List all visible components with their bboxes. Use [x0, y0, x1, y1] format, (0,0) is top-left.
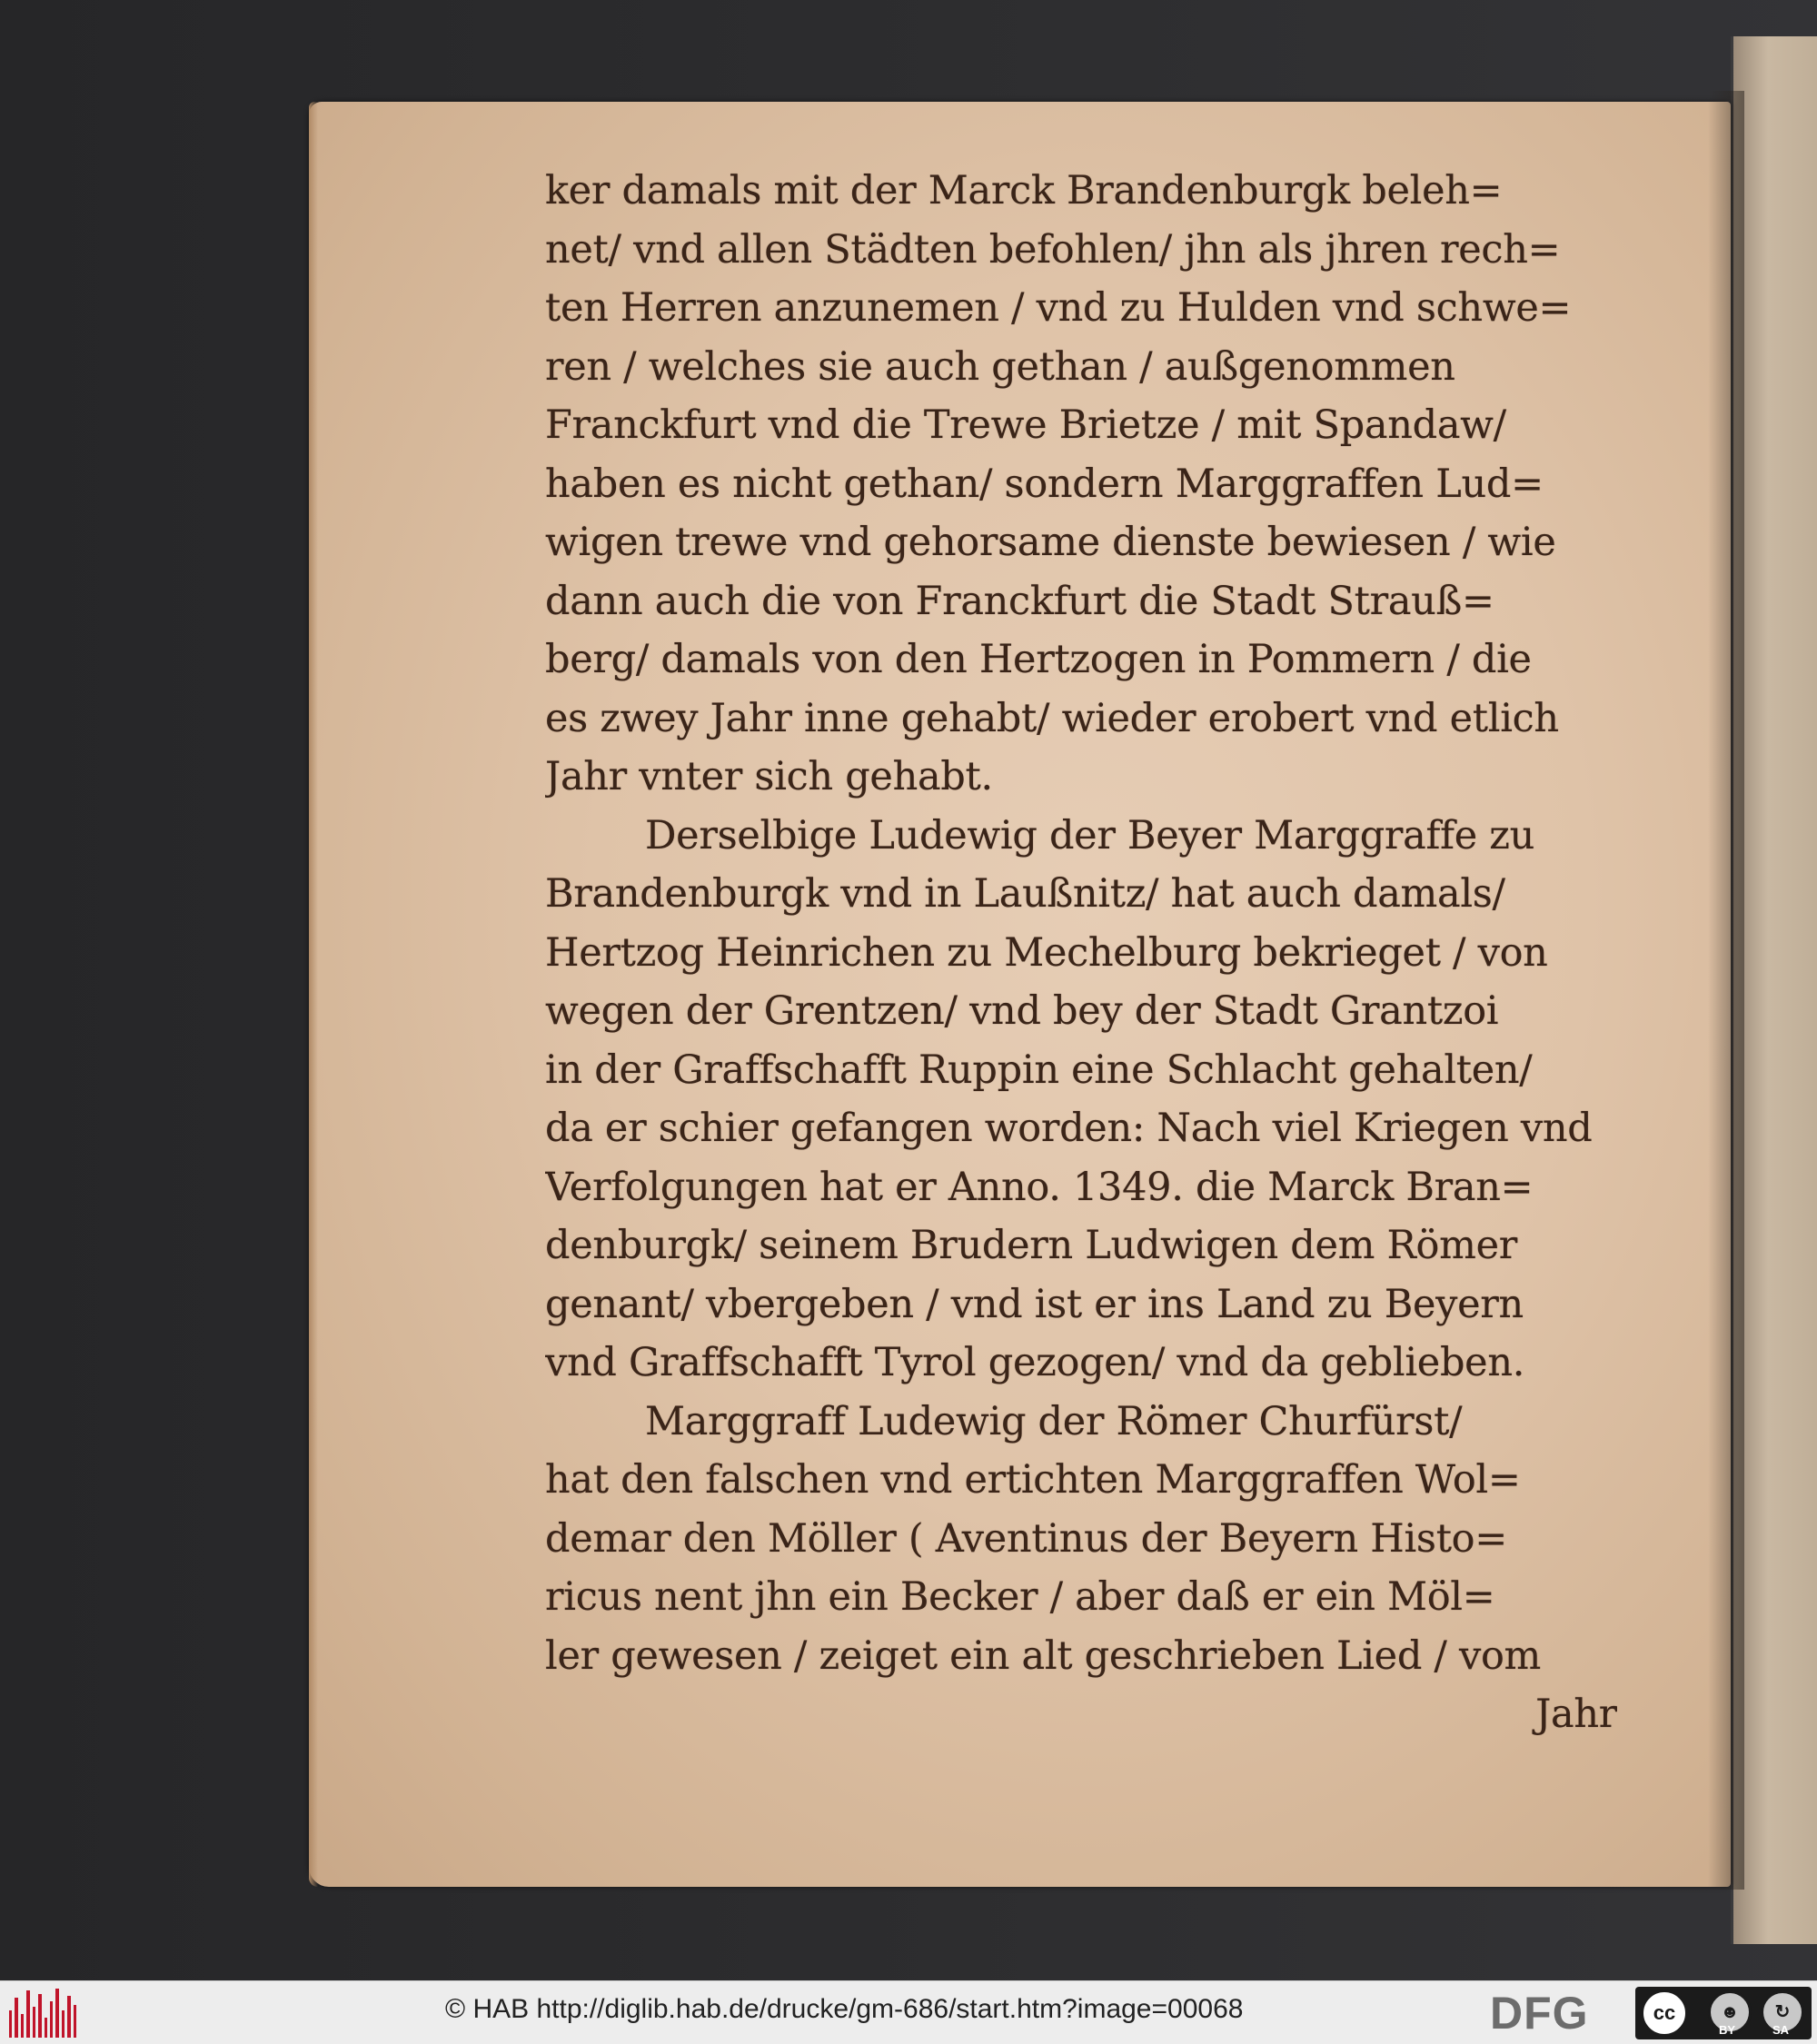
- paragraph-start-line: Marggraff Ludewig der Römer Churfürst/: [645, 1398, 1463, 1444]
- text-line: ren / welches sie auch gethan / außgenommen: [545, 343, 1455, 390]
- text-line: ker damals mit der Marck Brandenburgk beleh=: [545, 168, 1503, 213]
- cc-license-badge[interactable]: [1635, 1987, 1812, 2039]
- text-line: Franckfurt vnd die Trewe Brietze / mit Spandaw/: [545, 402, 1506, 448]
- text-line: Brandenburgk vnd in Laußnitz/ hat auch damals/: [545, 871, 1505, 917]
- by-icon: ☻: [1708, 1990, 1752, 2034]
- text-line: in der Graffschafft Ruppin eine Schlacht gehalten/: [545, 1047, 1533, 1093]
- text-line: ten Herren anzunemen / vnd zu Hulden vnd schwe=: [545, 285, 1572, 331]
- page-text: [545, 162, 1617, 1744]
- text-line: Verfolgungen hat er Anno. 1349. die Marck Bran=: [545, 1164, 1534, 1210]
- text-line: genant/ vbergeben / vnd ist er ins Land zu Beyern: [545, 1281, 1524, 1327]
- viewer-footer: [0, 1980, 1817, 2044]
- text-line: wigen trewe vnd gehorsame dienste bewiesen / wie: [545, 520, 1556, 565]
- text-line: haben es nicht gethan/ sondern Marggraffen Lud=: [545, 461, 1544, 507]
- text-line: denburgk/ seinem Brudern Ludwigen dem Römer: [545, 1223, 1517, 1268]
- text-line: Hertzog Heinrichen zu Mechelburg bekrieget / von: [545, 929, 1548, 976]
- text-line: Jahr vnter sich gehabt.: [545, 754, 993, 799]
- dfg-logo-icon[interactable]: DFG: [1490, 1988, 1589, 2039]
- text-line: ricus nent jhn ein Becker / aber daß er ein Möl=: [545, 1574, 1495, 1620]
- text-line: vnd Graffschafft Tyrol gezogen/ vnd da geblieben.: [545, 1340, 1525, 1385]
- sa-icon: ↻: [1761, 1990, 1804, 2034]
- page-left-edge: [309, 102, 318, 1887]
- text-line: da er schier gefangen worden: Nach viel Kriegen vnd: [545, 1106, 1593, 1151]
- text-line: net/ vnd allen Städten befohlen/ jhn als jhren rech=: [545, 226, 1561, 273]
- text-line: demar den Möller ( Aventinus der Beyern Histo=: [545, 1515, 1507, 1562]
- catchword: Jahr: [1535, 1692, 1617, 1737]
- text-line: wegen der Grentzen/ vnd bey der Stadt Grantzoi: [545, 988, 1499, 1034]
- copyright-link[interactable]: © HAB http://diglib.hab.de/drucke/gm-686/start.htm?image=00068: [445, 1994, 1244, 2024]
- text-line: berg/ damals von den Hertzogen in Pommern / die: [545, 637, 1532, 682]
- text-line: hat den falschen vnd ertichten Marggraffen Wol=: [545, 1457, 1521, 1503]
- text-line: es zwey Jahr inne gehabt/ wieder erobert vnd etlich: [545, 695, 1559, 741]
- sa-label: SA: [1772, 2023, 1790, 2037]
- hab-logo-icon[interactable]: [9, 1989, 76, 2038]
- text-line: ler gewesen / zeiget ein alt geschrieben Lied / vom: [545, 1632, 1542, 1679]
- text-line: dann auch die von Franckfurt die Stadt Strauß=: [545, 578, 1494, 624]
- cc-icon: cc: [1641, 1989, 1688, 2037]
- paragraph-start-line: Derselbige Ludewig der Beyer Marggraffe zu: [645, 812, 1535, 858]
- gutter-shadow: [1708, 91, 1744, 1890]
- by-label: BY: [1719, 2023, 1736, 2037]
